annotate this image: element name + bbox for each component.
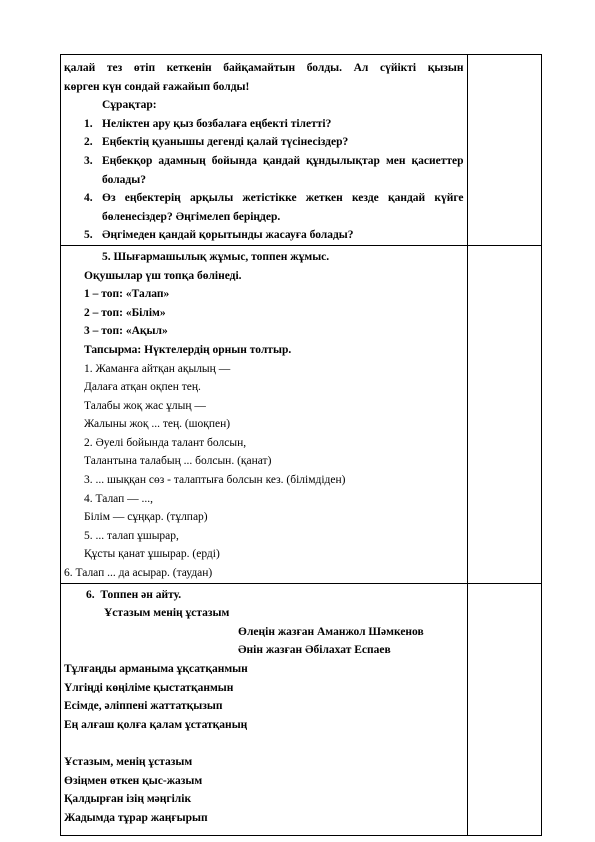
- fill-item: Жалыны жоқ ... тең. (шоқпен): [84, 418, 231, 431]
- questions-heading: Сұрақтар:: [102, 99, 157, 112]
- fill-item: Білім — сұңқар. (тұлпар): [84, 511, 208, 524]
- lyric-line: Жадымда тұрар жаңғырып: [64, 811, 208, 824]
- group-item: 1 – топ: «Талап»: [84, 288, 170, 301]
- fill-item: 2. Әуелі бойында талант болсын,: [84, 436, 247, 449]
- questions-list: [64, 115, 464, 245]
- fill-item: Талантына талабың ... болсын. (қанат): [84, 455, 272, 468]
- notes-cell: [467, 55, 541, 246]
- lyric-line: Ең алғаш қолға қалам ұстатқаның: [64, 718, 248, 731]
- table-row: [61, 55, 542, 246]
- question-item: 3. Еңбекқор адамның бойында қандай құндылықтар мен қасиеттер болады?: [84, 154, 464, 186]
- content-cell: [61, 55, 468, 246]
- question-item: 1. Неліктен ару қыз бозбалаға еңбекті тілетті?: [84, 117, 332, 130]
- lyrics-author: Өлеңін жазған Аманжол Шәмкенов: [238, 625, 424, 638]
- lyric-line: Есімде, әліппені жаттатқызып: [64, 700, 223, 713]
- fill-item: 1. Жаманға айтқан ақылың —: [84, 362, 231, 375]
- fill-item: 3. ... шыққан сөз - талаптыға болсын кез. (білімдіден): [84, 474, 346, 487]
- lyric-line: Тұлғаңды арманыма ұқсатқанмын: [64, 663, 248, 675]
- spacer: [64, 734, 464, 753]
- fill-item: Талабы жоқ жас ұлың —: [84, 399, 206, 412]
- section-title: 6. Топпен ән айту.: [86, 588, 182, 601]
- music-author: Әнін жазған Әбілахат Еспаев: [238, 644, 391, 657]
- lesson-table: [60, 54, 542, 836]
- group-item: 2 – топ: «Білім»: [84, 306, 166, 319]
- table-row: [61, 583, 542, 835]
- intro-text-line: көрген күн сондай ғажайып болды!: [64, 80, 250, 93]
- task-label: Тапсырма:: [84, 343, 142, 356]
- group-item: 3 – топ: «Ақыл»: [84, 325, 168, 338]
- lyric-line: Үлгіңді көңіліме қыстатқанмын: [64, 681, 234, 694]
- fill-item: Құсты қанат ұшырар. (ерді): [84, 548, 220, 561]
- lyric-line: Ұстазым, менің ұстазым: [64, 755, 193, 768]
- intro-text-line: қалай тез өтіп кеткенін байқамайтын болды. Ал сүйікті қызын: [64, 62, 464, 74]
- groups-intro: Оқушылар үш топқа бөлінеді.: [84, 269, 242, 282]
- fill-item: 5. ... талап ұшырар,: [84, 529, 179, 542]
- section-title: 5. Шығармашылық жұмыс, топпен жұмыс.: [102, 250, 330, 263]
- question-item: 2. Еңбектің қуанышы дегенді қалай түсінесіздер?: [84, 136, 349, 149]
- content-cell: [61, 583, 468, 835]
- notes-cell: [467, 583, 541, 835]
- content-cell: [61, 245, 468, 583]
- task-text: Нүктелердің орнын толтыр.: [141, 343, 292, 356]
- task-line: [64, 341, 464, 360]
- question-item: 4. Өз еңбектерің арқылы жетістікке жеткен кезде қандай күйге бөленесіздер? Әңгімелеп беріңдер.: [84, 192, 464, 223]
- song-title: Ұстазым менің ұстазым: [104, 607, 230, 620]
- notes-cell: [467, 245, 541, 583]
- lyric-line: Қалдырған ізің мәңгілік: [64, 793, 192, 806]
- fill-item: 4. Талап — ...,: [84, 492, 154, 505]
- question-item: 5. Әңгімеден қандай қорытынды жасауға болады?: [84, 229, 354, 242]
- fill-item: Далаға атқан оқпен тең.: [84, 381, 201, 394]
- lyric-line: Өзіңмен өткен қыс-жазым: [64, 774, 203, 787]
- table-row: [61, 245, 542, 583]
- fill-item: 6. Талап ... да асырар. (таудан): [64, 567, 213, 580]
